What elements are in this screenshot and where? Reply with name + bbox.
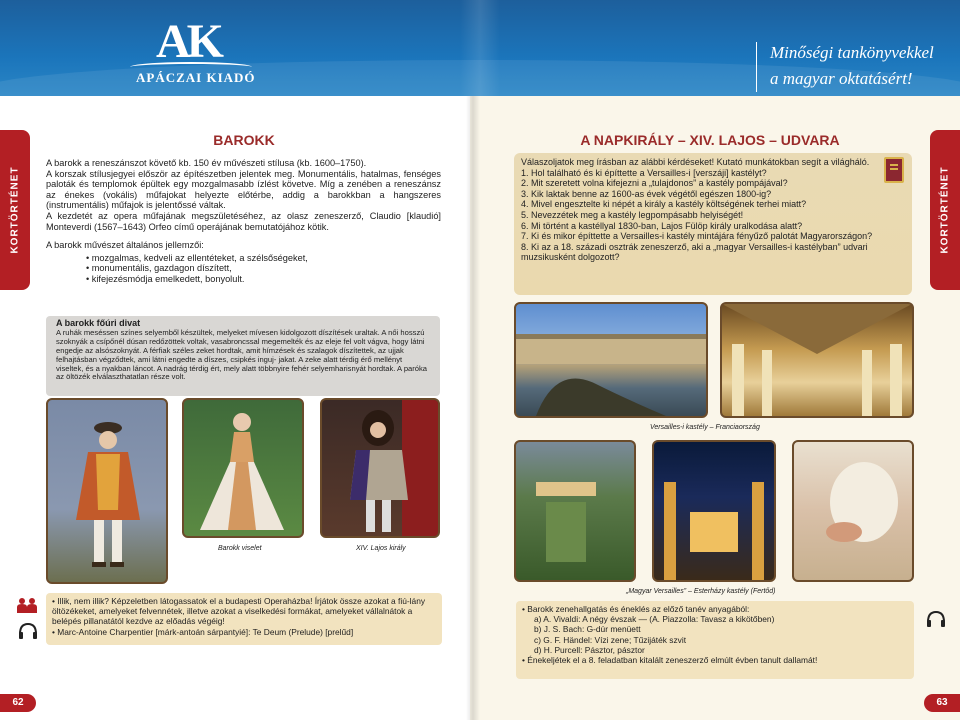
intro-paragraph-3: A kezdetét az opera műfajának megszületéséhez, az olasz zeneszerző, Claudio [klaudió] Monteverdi (1567–1643) Orfeo című operájának bemutatójához kötik. (46, 210, 441, 232)
question-item: 7. Ki és mikor építtette a Versailles-i kastély mintájára fényűző palotát Magyarországon? (521, 231, 873, 242)
left-section-tab-label: KORTÖRTÉNET (9, 166, 21, 254)
questions-intro: Válaszoljatok meg írásban az alábbi kérdéseket! Kutató munkátokban segít a világháló. (521, 157, 870, 167)
publisher-tagline (770, 40, 960, 92)
caption-louis-xiv: XIV. Lajos király (356, 545, 406, 552)
listening-item: • Marc-Antoine Charpentier [márk-antoán sárpantyié]: Te Deum (Prelude) [prelűd] (52, 626, 354, 637)
baroque-man-figure (48, 400, 166, 582)
listening-item: a) A. Vivaldi: A négy évszak — (A. Piazzolla: Tavasz a kikötőben) (534, 614, 775, 625)
listening-item: d) H. Purcell: Pásztor, pásztor (534, 644, 645, 655)
baroque-woman-figure (184, 400, 302, 536)
book-icon (884, 157, 904, 183)
esterhazy-gate-scene (654, 442, 774, 580)
headphones-icon (926, 610, 946, 628)
features-list (86, 253, 441, 285)
left-page-title: BAROKK (213, 132, 275, 148)
right-section-tab (930, 130, 960, 290)
versailles-palace-image (514, 302, 708, 418)
caption-esterhazy: „Magyar Versailles” – Esterházy kastély (Fertőd) (626, 588, 776, 595)
hall-of-mirrors-image (720, 302, 914, 418)
baroque-intro-text (46, 158, 441, 285)
feature-item: • mozgalmas, kedveli az ellentéteket, a szélsőségeket, (86, 253, 441, 264)
esterhazy-ceiling-fresco-image (792, 440, 914, 582)
fashion-info-box (46, 316, 440, 396)
question-item: 2. Mit szeretett volna kifejezni a „tulajdonos” a kastély pompájával? (521, 178, 788, 189)
listening-intro-text: Barokk zenehallgatás és éneklés az előző tanév anyagából: (527, 604, 750, 614)
intro-paragraph-1: A barokk a reneszánszot követő kb. 150 év művészeti stílusa (kb. 1600–1750). (46, 158, 367, 168)
page-number-left: 62 (0, 694, 36, 712)
baroque-woman-costume-image (182, 398, 304, 538)
question-item: 1. Hol található és ki építtette a Versailles-i [verszáji] kastélyt? (521, 167, 767, 178)
left-activity-box (46, 593, 442, 645)
headphones-icon (18, 622, 38, 640)
tagline-separator (756, 42, 757, 92)
tagline-line-2: a magyar oktatásért! (770, 69, 913, 88)
right-section-tab-label: KORTÖRTÉNET (939, 166, 951, 254)
publisher-header (0, 0, 960, 96)
page-number-right: 63 (924, 694, 960, 712)
listening-text: Marc-Antoine Charpentier [márk-antoán sárpantyié]: Te Deum (Prelude) [prelűd] (57, 626, 354, 637)
esterhazy-aerial-image (514, 440, 636, 582)
right-listening-box (516, 601, 914, 679)
ceiling-fresco-scene (794, 442, 912, 580)
header-stripe (460, 0, 500, 96)
singing-task: • Énekeljétek el a 8. feladatban kitalált zeneszerző elmúlt évben tanult dallamát! (522, 655, 818, 666)
fashion-box-title: A barokk főúri divat (56, 318, 141, 328)
caption-versailles: Versailles-i kastély – Franciaország (650, 424, 760, 431)
tagline-line-1: Minőségi tankönyvekkel (770, 43, 934, 62)
left-section-tab (0, 130, 30, 290)
feature-item: • monumentális, gazdagon díszített, (86, 263, 441, 274)
people-icon (16, 597, 38, 615)
feature-item: • kifejezésmódja emelkedett, bonyolult. (86, 274, 441, 285)
intro-paragraph-2: A korszak stílusjegyei először az építészetben jelentek meg. Monumentális, hatalmas, fenséges paloták és templomok épültek egy mozgalmasabb ízlést követve. Míg a zenében a reneszánsz az énekes (vokális) műfajokat helyezte előtérbe, addig a barokkban a hangszeres (instrumentális) műfajok is jelentőssé váltak. (46, 168, 441, 211)
esterhazy-gate-night-image (652, 440, 776, 582)
louis-xiv-figure (322, 400, 438, 536)
baroque-man-costume-image (46, 398, 168, 584)
hall-of-mirrors-scene (722, 304, 912, 416)
fashion-box-text: A ruhák meséssen színes selyemből készültek, melyeket mívesen kidolgozott díszítések uraltak. A női hosszú szoknyák a csípőnél dúsan redőzöttek voltak, vasabroncssal megemelték és az eleje fel volt vágva, hogy látni engedje az alsószoknyát. A férfiak széles zeket hordtak, amit hímzések és szalagok díszítettek, az ujjak felhajtásban végződtek, ami látni engedte a díszes, csipkés inguj- jakat. A zeke alatt térdig érő mellényt viseltek, és a nyakban láncot. A nadrág térdig ért, mely alatt többnyire fehér selyemharisnyát hordtak. A parókа az öltözék elválaszthatatlan része volt. (56, 327, 428, 382)
question-item: 6. Mi történt a kastéllyal 1830-ban, Lajos Fülöp király uralkodása alatt? (521, 220, 803, 231)
caption-baroque-costume: Barokk viselet (218, 545, 262, 552)
activity-text: Illik, nem illik? Képzeletben látogassatok el a budapesti Operaházba! Írjátok össze azokat a fiú-lány öltözékeket, amelyeket felvennétek, illetve azokat a viselkedési formákat, amelyeket vállalnátok a belépés pillanatától kezdve az előadás végéig! (52, 596, 426, 627)
book-spine (466, 96, 480, 720)
questions-box (514, 153, 912, 295)
right-page-title: A NAPKIRÁLY – XIV. LAJOS – UDVARA (580, 132, 840, 148)
listening-item: c) G. F. Händel: Vízi zene; Tűzijáték szvit (534, 634, 687, 645)
listening-item: b) J. S. Bach: G-dúr menüett (534, 624, 641, 635)
louis-xiv-portrait-image (320, 398, 440, 538)
question-item: 4. Mivel engesztelte ki népét a király a kastély költségének terhei miatt? (521, 199, 807, 210)
esterhazy-aerial-scene (516, 442, 634, 580)
listening-intro: • Barokk zenehallgatás és éneklés az előző tanév anyagából: (522, 604, 750, 614)
singing-task-text: Énekeljétek el a 8. feladatban kitalált zeneszerző elmúlt évben tanult dallamát! (527, 655, 818, 666)
versailles-scene (516, 304, 706, 416)
publisher-logo-name: APÁCZAI KIADÓ (136, 70, 256, 85)
question-item: 5. Nevezzétek meg a kastély legpompásabb helyiségét! (521, 209, 744, 220)
features-intro: A barokk művészet általános jellemzői: (46, 240, 204, 251)
question-item: 8. Ki az a 18. századi osztrák zeneszerző, aki a „magyar Versailles-i kastélyban” udvari muzsikusként dolgozott? (521, 241, 868, 263)
activity-item: • Illik, nem illik? Képzeletben látogassatok el a budapesti Operaházba! Írjátok össze azokat a fiú-lány öltözékeket, amelyeket felvennétek, illetve azokat a viselkedési formákat, amelyeket vállalnátok a belépés pillanatától kezdve az előadás végéig! (52, 596, 426, 627)
question-item: 3. Kik laktak benne az 1600-as évek végétől egészen 1800-ig? (521, 188, 772, 199)
publisher-logo-mark: AK (156, 15, 220, 68)
